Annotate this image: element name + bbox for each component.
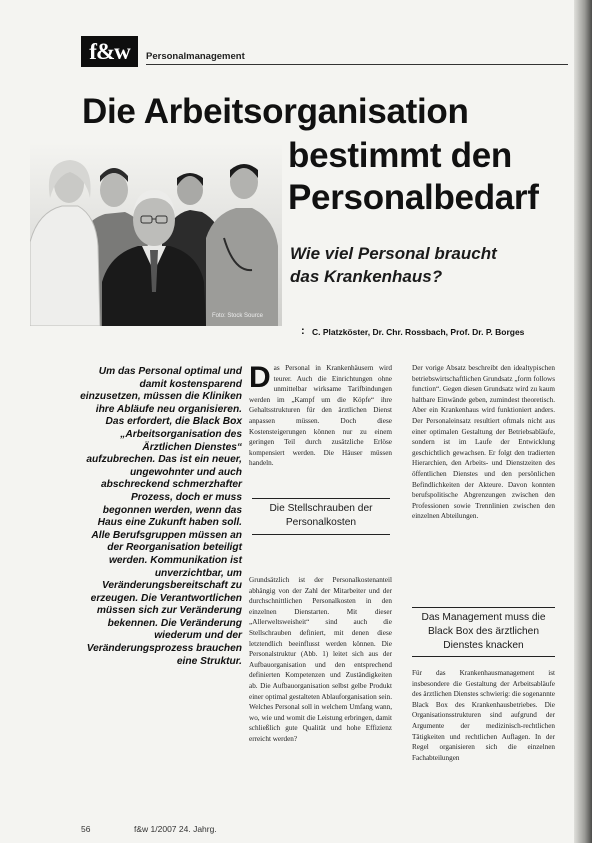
body-column-1-continued: Grundsätzlich ist der Personalkostenanteil abhängig von der Zahl der Mitarbeiter und der durchschnittlichen Personalkosten in den einzelnen Dienstarten. Mit dieser „Allerweltsweisheit“ sind auch die Stellschrauben definiert, mit denen diese letztendlich beeinflusst werden können. Die Personalstruktur (Abb. 1) leitet sich aus der Aufbauorganisation und den entsprechend definierten Kompetenzen und Zuständigkeiten ab. Die Aufbauorganisation selbst gelbe Produkt einer optimal gestalteten Ablauforganisation sein. Welches Personal soll in welchem Umfang wann, wo, wie und womit die Leistung erbringen, damit schließlich gute Qualität und hohe Effizienz erreicht werden? (249, 576, 392, 743)
photo-credit: Foto: Stock Source (212, 313, 264, 319)
subheading-black-box: Das Management muss die Black Box des ärztlichen Dienstes knacken (412, 607, 555, 657)
page-fold-shadow (574, 0, 592, 843)
drop-cap: D (249, 361, 271, 394)
body-column-2-bottom: Für das Krankenhausmanagement ist insbesondere die Gestaltung der Arbeitsabläufe des ärztlichen Dienstes schwierig: die sogenannte Black Box des Krankenhausbetriebes. Die Organisationsstrukturen sind aufgrund der Argumente der medizinisch-rechtlichen Tätigkeiten und rechtlichen Auflagen. In der Regel organisieren sich die einzelnen Fachabteilungen (412, 669, 555, 762)
section-label: Personalmanagement (146, 51, 245, 62)
body-column-2-top: Der vorige Absatz beschreibt den idealtypischen betriebswirtschaftlichen Grundsatz „form follows function“. Gegen diesen Grundsatz wird zu kaum haltbare Einwände geben, zumindest theoretisch. Aber ein Krankenhaus wird funktioniert anders. Der Personaleinsatz resultiert oftmals nicht aus einer optimalen Gestaltung der Betriebsabläufe, sondern ist im Laufe der Entwicklung geschichtlich gewachsen. Er folgt den tradierten Hierarchien, den Arbeits- und Dienstzeiten des öffentlichen Dienstes und den persönlichen Befindlichkeiten der Akteure. Davon konnten berufspolitische Abgrenzungen zwischen den Professionen sowie Trennlinien zwischen den einzelnen Abteilungen. (412, 364, 555, 521)
article-title-line-2: bestimmt den (288, 136, 512, 175)
magazine-logo: f&w (81, 36, 138, 67)
body-column-1-intro (249, 363, 392, 469)
header-divider (146, 64, 568, 65)
article-title-line-3: Personalbedarf (288, 178, 539, 217)
issue-info: f&w 1/2007 24. Jahrg. (134, 824, 217, 834)
article-lead: Um das Personal optimal und damit kostensparend einzusetzen, müssen die Kliniken ihre Abläufe neu organisieren. Das erfordert, die Black Box „Arbeitsorganisation des Ärztlichen Dienstes“ aufzubrechen. Das ist ein neuer, ungewohnter und auch abschreckend schmerzhafter Prozess, doch er muss begonnen werden, wenn das Haus eine Zukunft haben soll. Alle Berufsgruppen müssen an der Reorganisation beteiligt werden. Kommunikation ist unverzichtbar, um Veränderungsbereitschaft zu erzeugen. Die Verantwortlichen müssen sich zur Veränderung bekennen. Die Veränderung wiederum und der Veränderungsprozess brauchen eine Struktur. (80, 366, 242, 667)
article-subtitle-line-2: das Krankenhaus? (290, 267, 443, 286)
article-photo (30, 142, 282, 326)
article-authors: C. Platzköster, Dr. Chr. Rossbach, Prof. Dr. P. Borges (312, 327, 525, 337)
article-subtitle-line-1: Wie viel Personal braucht (290, 244, 497, 263)
authors-marker: : (301, 325, 305, 337)
article-title-line-1: Die Arbeitsorganisation (82, 92, 469, 131)
intro-paragraph: as Personal in Krankenhäusern wird teurer. Auch die Einrichtungen ohne unmittelbar wirksame Tarifbindungen werden im „Kampf um die Köpfe“ ihre Gehaltsstrukturen für den ärztlichen Dienst anpassen müssen. Doch diese Kostensteigerungen können nur zu einem geringen Teil durch zusätzliche Erlöse kompensiert werden. Die Häuser müssen handeln. (249, 364, 392, 468)
subheading-stellschrauben: Die Stellschrauben der Personalkosten (252, 498, 390, 535)
page-number: 56 (81, 824, 91, 834)
